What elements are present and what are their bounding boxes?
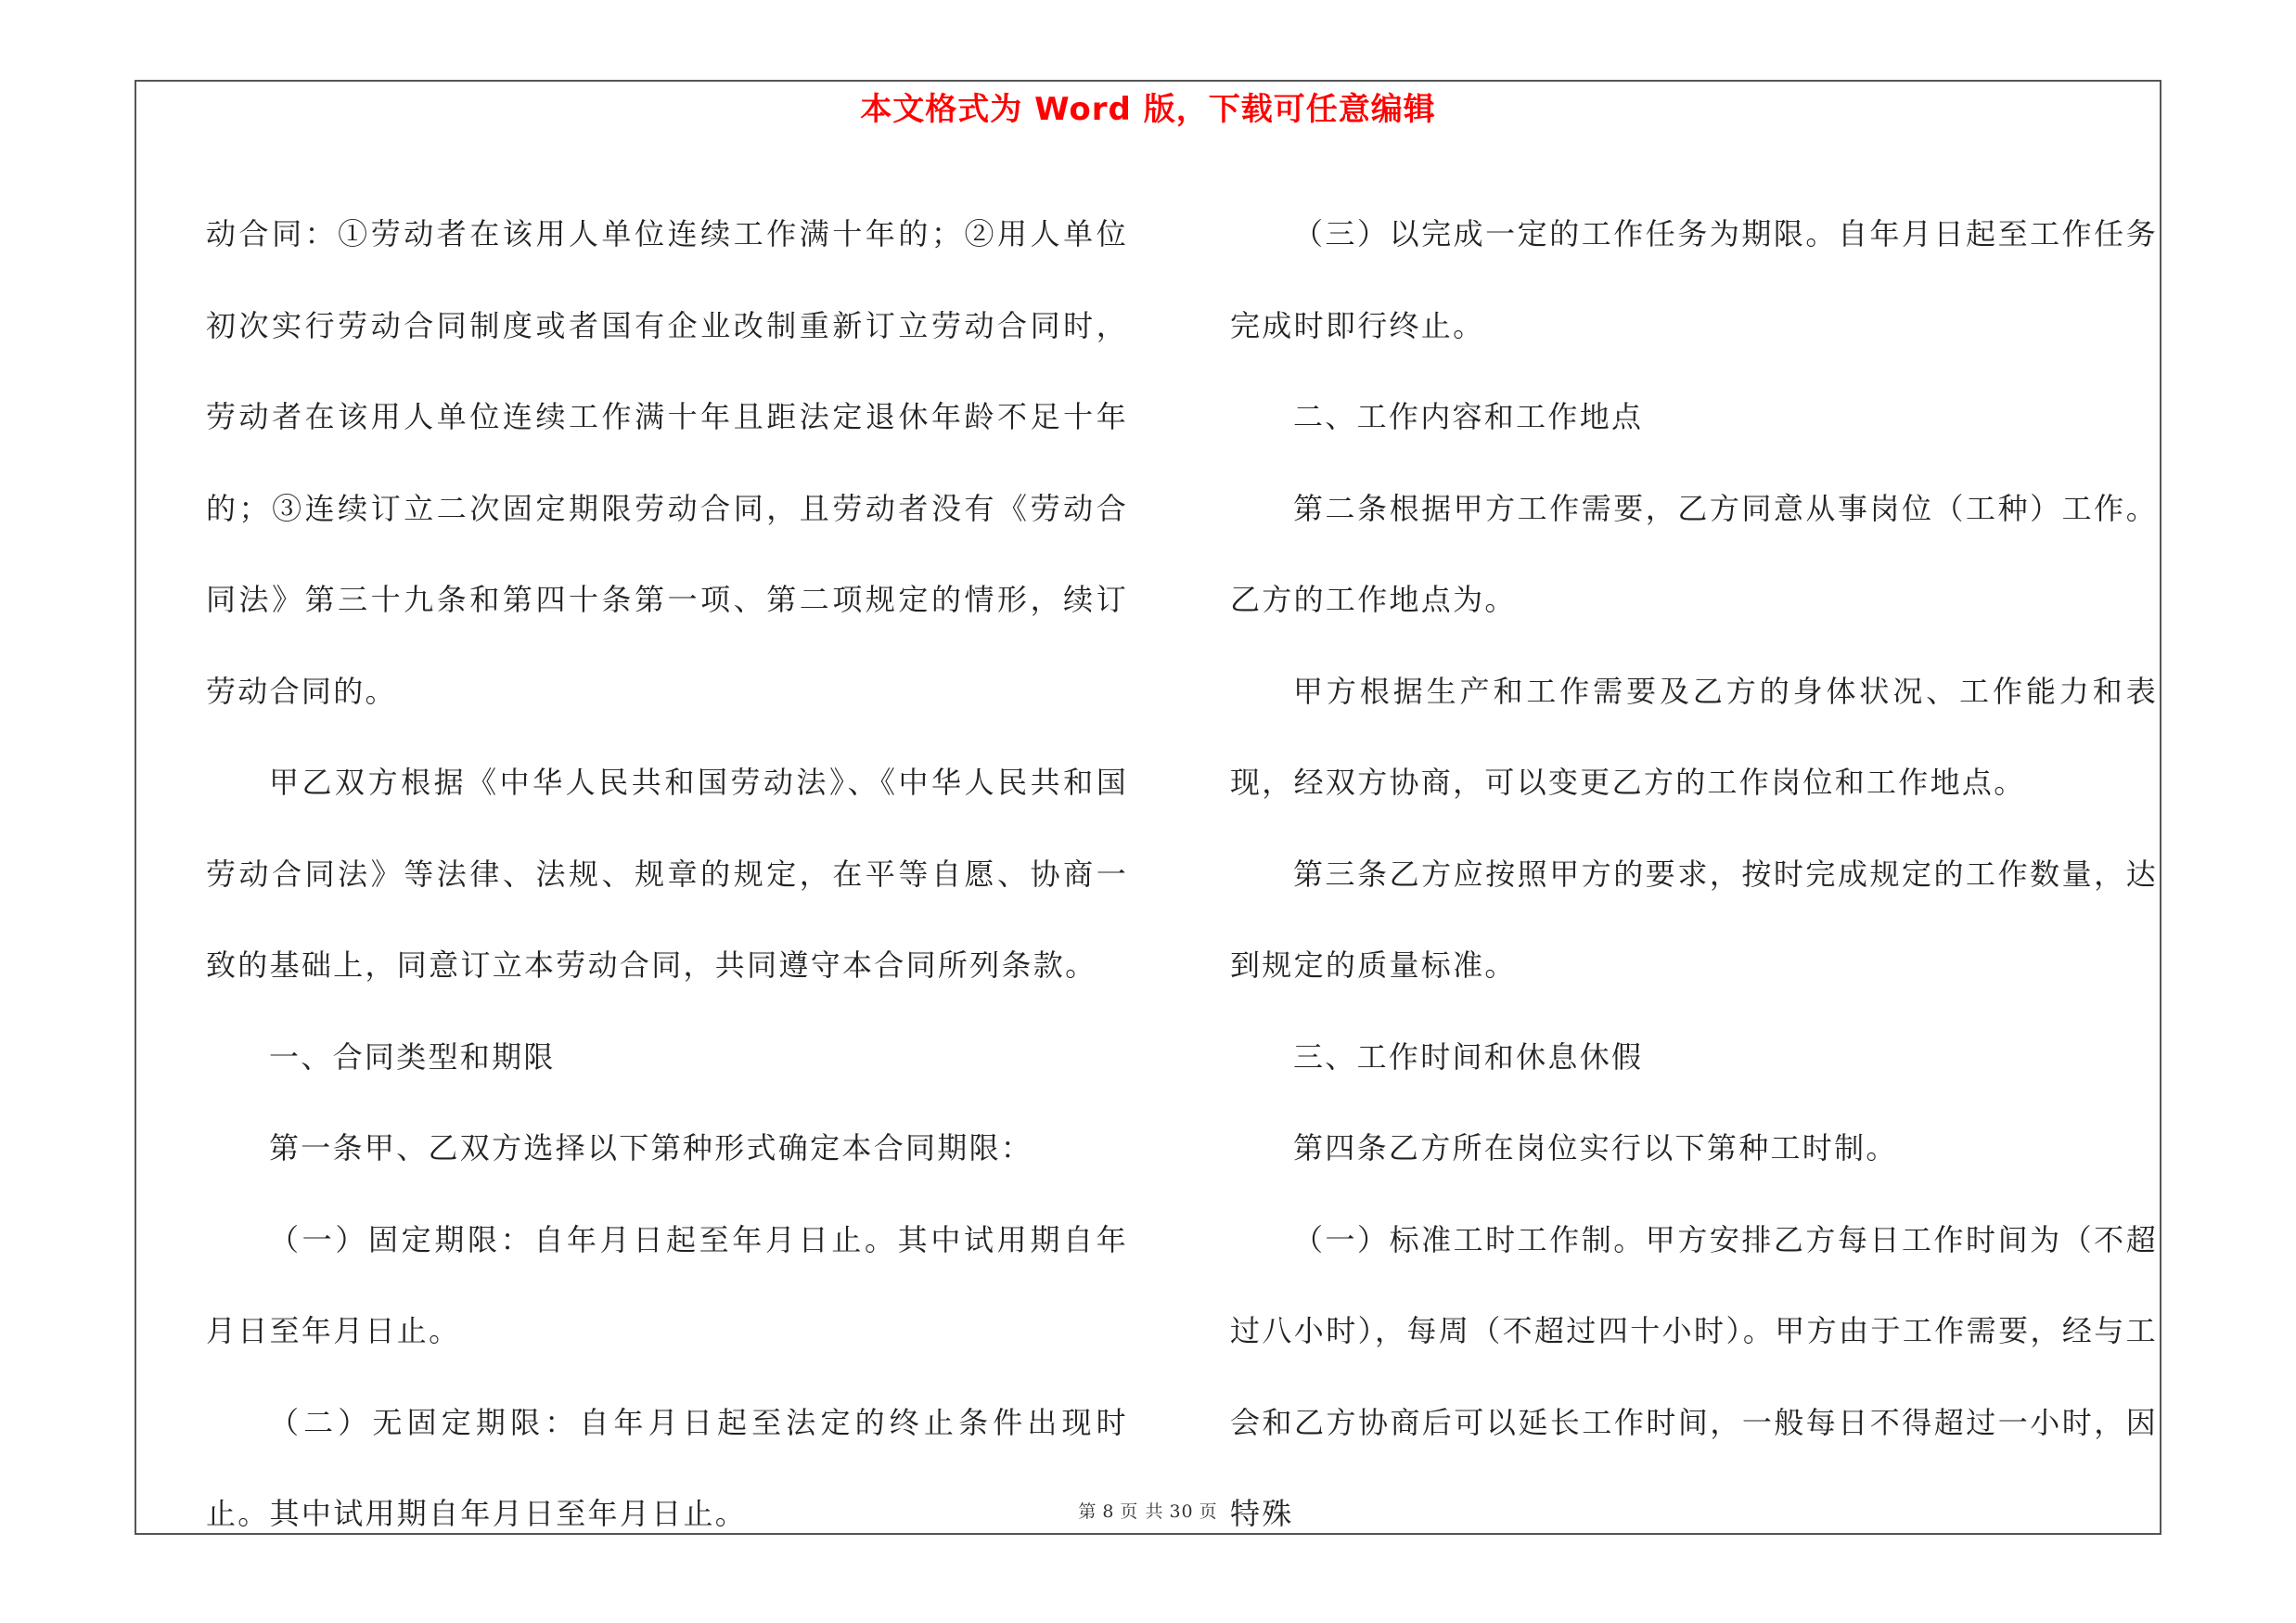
- left-column: [206, 188, 1128, 1560]
- paragraph: 第四条乙方所在岗位实行以下第种工时制。: [1293, 1130, 1898, 1166]
- page-footer: [0, 1498, 2296, 1523]
- paragraph: 甲乙双方根据《中华人民共和国劳动法》、《中华人民共和国劳动合同法》等法律、法规、规章的规定，在平等自愿、协商一致的基础上，同意订立本劳动合同，共同遵守本合同所列条款。: [206, 765, 1128, 983]
- paragraph: 甲方根据生产和工作需要及乙方的身体状况、工作能力和表现，经双方协商，可以变更乙方的工作岗位和工作地点。: [1230, 673, 2158, 800]
- current-page-number: 8: [1102, 1501, 1115, 1522]
- format-banner: 本文格式为 Word 版，下载可任意编辑: [860, 91, 1436, 128]
- total-pages-number: 30: [1169, 1501, 1194, 1522]
- paragraph: 动合同：①劳动者在该用人单位连续工作满十年的；②用人单位初次实行劳动合同制度或者国有企业改制重新订立劳动合同时，劳动者在该用人单位连续工作满十年且距法定退休年龄不足十年的；③连续订立二次固定期限劳动合同，且劳动者没有《劳动合同法》第三十九条和第四十条第一项、第二项规定的情形，续订劳动合同的。: [206, 216, 1128, 709]
- footer-suffix: 页: [1199, 1501, 1218, 1522]
- paragraph: （二）无固定期限：自年月日起至法定的终止条件出现时止。其中试用期自年月日至年月日止。: [206, 1404, 1128, 1531]
- paragraph: 第二条根据甲方工作需要，乙方同意从事岗位（工种）工作。乙方的工作地点为。: [1230, 490, 2158, 617]
- section-heading: 一、合同类型和期限: [269, 1038, 556, 1075]
- paragraph: （一）标准工时工作制。甲方安排乙方每日工作时间为（不超过八小时），每周（不超过四十小时）。甲方由于工作需要，经与工会和乙方协商后可以延长工作时间，一般每日不得超过一小时，因特殊: [1230, 1221, 2158, 1531]
- paragraph: 第三条乙方应按照甲方的要求，按时完成规定的工作数量，达到规定的质量标准。: [1230, 856, 2158, 983]
- footer-prefix: 第: [1078, 1501, 1097, 1522]
- section-heading: 三、工作时间和休息休假: [1293, 1038, 1644, 1075]
- paragraph: 第一条甲、乙双方选择以下第种形式确定本合同期限：: [269, 1130, 1033, 1166]
- paragraph: （三）以完成一定的工作任务为期限。自年月日起至工作任务完成时即行终止。: [1230, 216, 2158, 343]
- section-heading: 二、工作内容和工作地点: [1293, 399, 1644, 434]
- footer-middle: 页 共: [1120, 1501, 1164, 1522]
- paragraph: （一）固定期限：自年月日起至年月日止。其中试用期自年月日至年月日止。: [206, 1221, 1128, 1348]
- right-column: [1230, 188, 2158, 1560]
